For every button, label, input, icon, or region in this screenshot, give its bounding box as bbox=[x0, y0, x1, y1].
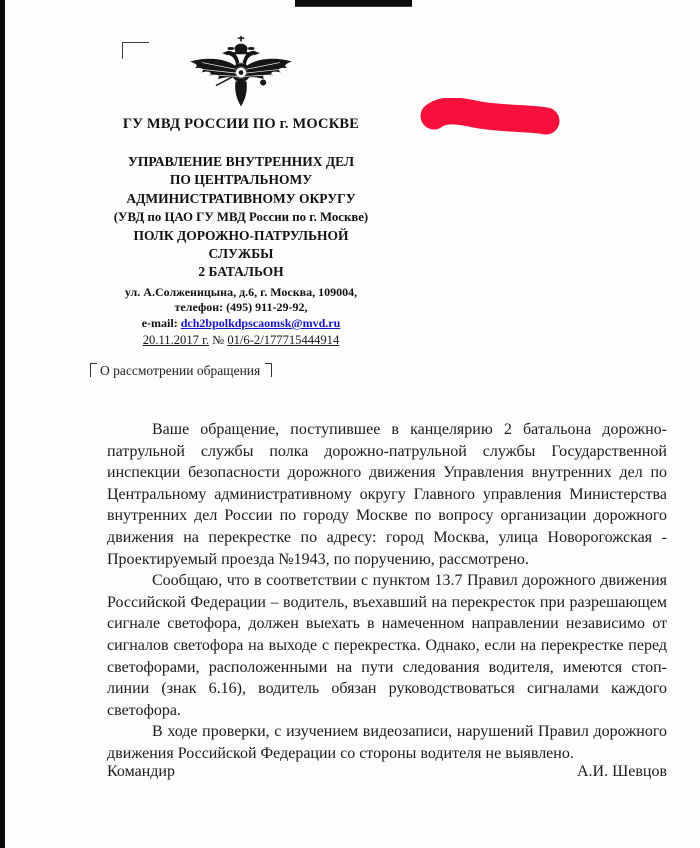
org-line: СЛУЖБЫ bbox=[208, 246, 274, 262]
letter-body bbox=[107, 419, 667, 765]
email-label: e-mail: bbox=[141, 316, 178, 331]
body-paragraph: В ходе проверки, с изучением видеозаписи, нарушений Правил дорожного движения Российской Федерации со стороны водителя не выявлено. bbox=[107, 723, 667, 762]
org-line: ПОЛК ДОРОЖНО-ПАТРУЛЬНОЙ bbox=[133, 227, 349, 243]
red-marker-redaction bbox=[408, 98, 568, 146]
body-paragraph: Ваше обращение, поступившее в канцелярию 2 батальона дорожно-патрульной службы полка дорожно-патрульной службы Государственной инспекции безопасности дорожного движения Управления внутренних дел по Центральному административному округу Главного управления Министерства внутренних дел России по городу Москве по вопросу организации дорожного движения на перекрестке по адресу: город Москва, улица Новорогожская - Проектируемый проезда №1943, по поручению, рассмотрено. bbox=[107, 421, 667, 568]
number-sign: № bbox=[212, 332, 225, 347]
address-line: ул. А.Солженицына, д.6, г. Москва, 109004, bbox=[124, 284, 358, 299]
org-line: УПРАВЛЕНИЕ ВНУТРЕННИХ ДЕЛ bbox=[127, 154, 355, 169]
mvd-double-headed-eagle-icon bbox=[185, 36, 297, 108]
subject-text: О рассмотрении обращения bbox=[100, 363, 261, 378]
subject-line bbox=[90, 363, 272, 379]
email-link[interactable]: dch2bpolkdpscaomsk@mvd.ru bbox=[180, 316, 341, 331]
agency-name: ГУ МВД РОССИИ ПО г. МОСКВЕ bbox=[122, 116, 360, 132]
bracket-right-icon bbox=[265, 363, 272, 377]
org-name-block bbox=[85, 153, 397, 282]
scan-top-black-bar bbox=[295, 0, 412, 7]
org-line: ПО ЦЕНТРАЛЬНОМУ bbox=[169, 172, 313, 188]
contact-block bbox=[85, 285, 397, 348]
bracket-left-icon bbox=[90, 363, 97, 377]
org-line: 2 БАТАЛЬОН bbox=[198, 264, 284, 280]
letter-date: 20.11.2017 г. bbox=[142, 332, 209, 347]
signature-role: Командир bbox=[107, 763, 175, 780]
body-paragraph: Сообщаю, что в соответствии с пунктом 13.7 Правил дорожного движения Российской Федерации – водитель, въехавший на перекресток при разрешающем сигнале светофора, должен выехать в намеченном направлении независимо от сигналов светофора на выходе с перекрестка. Однако, если на перекрестке перед светофорами, расположенными на пути следования водителя, имеются стоп-линии (знак 6.16), водитель обязан руководствоваться сигналами каждого светофора. bbox=[107, 572, 667, 719]
date-number-line bbox=[85, 332, 397, 348]
signature-name: А.И. Шевцов bbox=[576, 763, 667, 780]
letterhead bbox=[85, 36, 397, 348]
ref-number: 01/6-2/177715444914 bbox=[227, 332, 340, 347]
phone-line: телефон: (495) 911-29-92, bbox=[174, 300, 308, 315]
signature-row bbox=[107, 763, 667, 781]
org-line: (УВД по ЦАО ГУ МВД России по г. Москве) bbox=[113, 210, 369, 225]
org-line: АДМИНИСТРАТИВНОМУ ОКРУГУ bbox=[126, 190, 356, 206]
scan-left-black-bar bbox=[0, 0, 5, 848]
email-line bbox=[85, 316, 397, 332]
